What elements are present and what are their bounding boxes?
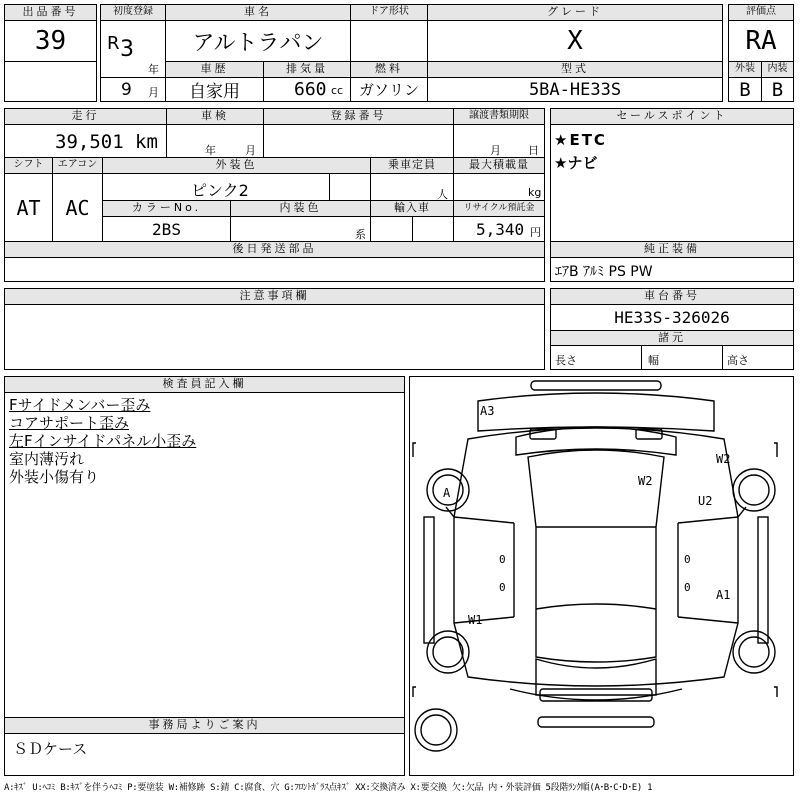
year-unit: 年: [148, 63, 159, 76]
selling-point-item: ★ナビ: [554, 154, 598, 172]
inspector-line: Fサイドメンバー歪み: [9, 396, 151, 414]
spec-length: [550, 345, 642, 370]
inspector-header: 検査員記入欄: [4, 376, 405, 393]
first-reg-year-cell: [100, 20, 166, 78]
recycle-value: 5,340: [476, 220, 525, 239]
ext-color-extra: [329, 173, 371, 201]
mileage-cell: [4, 124, 167, 158]
chassis-header: 車台番号: [550, 288, 794, 305]
aircon-header: エアコン: [52, 157, 103, 174]
aircon-value: AC: [52, 173, 103, 242]
diagram-mark: U2: [698, 494, 713, 508]
office-header: 事務局よりご案内: [4, 717, 405, 734]
first-reg-header: 初度登録: [100, 4, 166, 21]
notes-header: 注意事項欄: [4, 288, 545, 305]
capacity-cell: [370, 173, 454, 201]
max-load-header: 最大積載量: [453, 157, 545, 174]
damage-legend: A:ｷｽﾞ U:ﾍｺﾐ B:ｷｽﾞを伴うﾍｺﾐ P:要塗装 W:補修跡 S:錆 C:腐食、穴 G:ﾌﾛﾝﾄｶﾞﾗｽ点ｷｽﾞ XX:交換済み X:要交換 欠:欠品 内・外装評価 5段階ﾗﾝｸ順(A･B･C･D･E) 1: [4, 783, 653, 793]
car-name-value: アルトラパン: [165, 20, 351, 62]
model-header: 型式: [427, 61, 723, 78]
inspector-box: [4, 392, 405, 718]
specs-header: 諸元: [550, 330, 794, 346]
genuine-header: 純正装備: [550, 241, 794, 258]
fuel-header: 燃料: [350, 61, 428, 78]
import-cell-right: [412, 216, 454, 242]
transfer-day-unit: 日: [528, 144, 539, 157]
month-unit: 月: [148, 86, 159, 99]
recycle-header: リサイクル預託金: [453, 200, 545, 217]
recycle-cell: [453, 216, 545, 242]
spec-length-label: 長さ: [555, 354, 577, 367]
diagram-mark: 0: [684, 581, 691, 594]
ext-color-value: ピンク2: [191, 181, 249, 200]
import-cell-left: [370, 216, 413, 242]
later-parts-box: [4, 257, 545, 282]
max-load-cell: [453, 173, 545, 201]
door-header: ドア形状: [350, 4, 428, 21]
displacement-value: 660: [294, 79, 327, 100]
int-color-cell: [230, 216, 371, 242]
first-reg-month-cell: [100, 77, 166, 102]
car-outline-diagram: [410, 377, 794, 776]
mileage-header: 走行: [4, 108, 167, 125]
shift-value: AT: [4, 173, 53, 242]
selling-points-header: セールスポイント: [550, 108, 794, 125]
transfer-month-unit: 月: [490, 144, 501, 157]
spec-height: [722, 345, 794, 370]
inspector-line: コアサポート歪み: [9, 414, 130, 432]
diagram-mark: 0: [499, 581, 506, 594]
selling-point-item: ★ETC: [554, 131, 607, 149]
reg-year: 3: [120, 37, 134, 62]
selling-points-box: [550, 124, 794, 242]
rating-header: 評価点: [728, 4, 794, 21]
displacement-header: 排気量: [263, 61, 351, 78]
capacity-header: 乗車定員: [370, 157, 454, 174]
reg-no-value: [263, 124, 454, 158]
int-color-unit: 系: [355, 228, 366, 241]
history-value: 自家用: [165, 77, 264, 102]
int-grade-value: B: [761, 77, 794, 102]
diagram-mark: 0: [499, 553, 506, 566]
diagram-mark: A1: [716, 588, 731, 602]
shaken-year-unit: 年: [205, 144, 216, 157]
mileage-unit: km: [135, 131, 158, 153]
int-color-header: 内装色: [230, 200, 371, 217]
diagram-mark: W2: [716, 452, 731, 466]
color-no-header: カラーNo.: [102, 200, 231, 217]
model-value: 5BA-HE33S: [427, 77, 723, 102]
genuine-value: ｴｱB ｱﾙﾐ PS PW: [555, 264, 653, 280]
notes-box: [4, 304, 545, 370]
displacement-cell: [263, 77, 351, 102]
diagram-mark: W2: [638, 474, 653, 488]
import-header: 輸入車: [370, 200, 454, 217]
reg-month: 9: [121, 80, 132, 100]
ext-color-cell: [102, 173, 330, 201]
mileage-value: 39,501: [55, 131, 124, 153]
fuel-value: ガソリン: [350, 77, 428, 102]
transfer-doc-header: 譲渡書類期限: [453, 108, 545, 125]
spec-width-label: 幅: [648, 354, 659, 367]
inspector-line: 左Fインサイドパネル小歪み: [9, 432, 197, 450]
later-parts-header: 後日発送部品: [4, 241, 545, 258]
capacity-unit: 人: [437, 188, 448, 201]
max-load-unit: kg: [528, 186, 542, 199]
spec-width: [641, 345, 723, 370]
spec-height-label: 高さ: [727, 354, 749, 367]
ext-grade-value: B: [728, 77, 762, 102]
office-value: ＳＤケース: [13, 740, 88, 758]
inspector-line: 室内薄汚れ: [9, 450, 85, 468]
ext-color-header: 外装色: [102, 157, 371, 174]
diagram-mark: 0: [684, 553, 691, 566]
color-no-value: 2BS: [102, 216, 231, 242]
rating-value: RA: [728, 20, 794, 62]
lot-blank: [4, 61, 97, 102]
lot-value: 39: [4, 20, 97, 62]
shift-header: シフト: [4, 157, 53, 174]
transfer-doc-cell: [453, 124, 545, 158]
int-grade-header: 内装: [761, 61, 794, 78]
displacement-unit: cc: [331, 84, 344, 97]
inspector-line: 外装小傷有り: [9, 468, 100, 486]
office-box: [4, 733, 405, 776]
lot-header: 出品番号: [4, 4, 97, 21]
shaken-month-unit: 月: [245, 144, 256, 157]
reg-no-header: 登録番号: [263, 108, 454, 125]
car-name-header: 車名: [165, 4, 351, 21]
grade-value: X: [427, 20, 723, 62]
chassis-value: HE33S-326026: [550, 304, 794, 331]
damage-diagram: [409, 376, 794, 776]
diagram-mark: A3: [480, 404, 495, 418]
ext-grade-header: 外装: [728, 61, 762, 78]
diagram-mark: W1: [468, 613, 483, 627]
door-value: [350, 20, 428, 62]
grade-header: グレード: [427, 4, 723, 21]
diagram-mark: A: [443, 486, 451, 500]
genuine-box: [550, 257, 794, 282]
shaken-header: 車検: [166, 108, 264, 125]
era-letter: R: [107, 33, 120, 54]
recycle-unit: 円: [530, 226, 541, 239]
shaken-cell: [166, 124, 264, 158]
history-header: 車歴: [165, 61, 264, 78]
